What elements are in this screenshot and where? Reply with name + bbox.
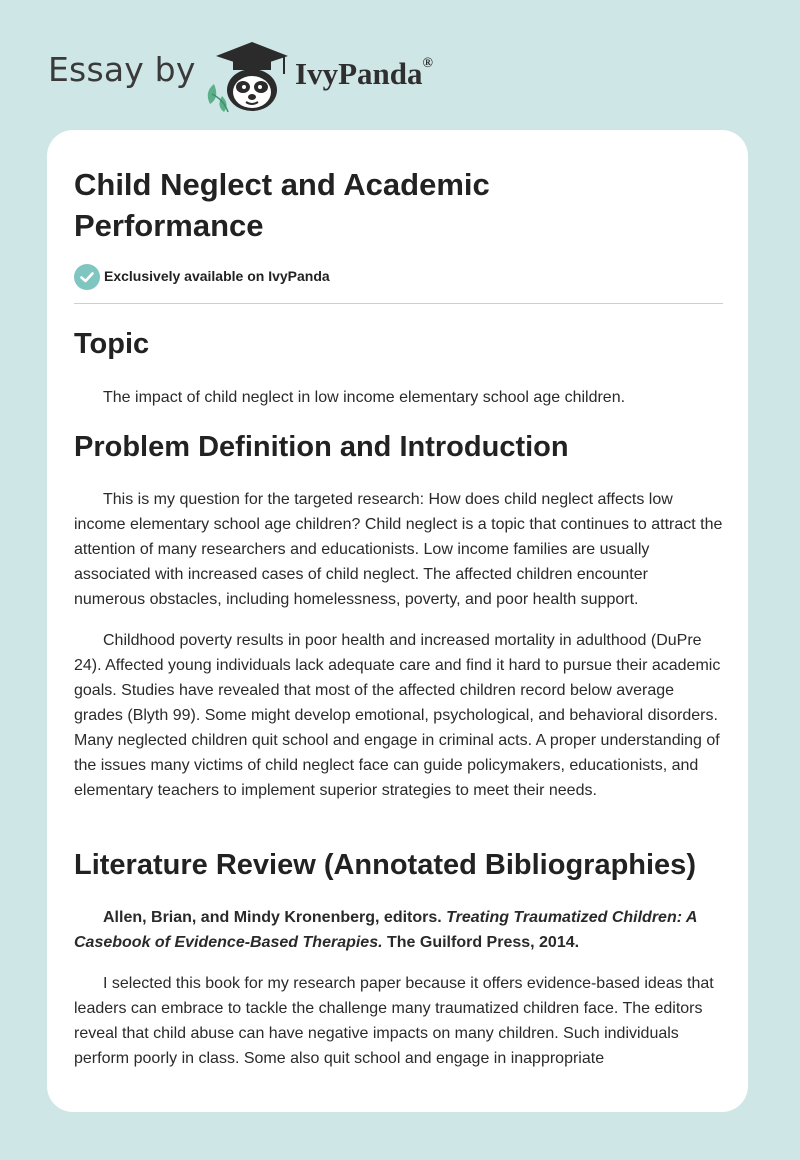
topic-paragraph: The impact of child neglect in low income elementary school age children. <box>103 389 626 406</box>
literature-heading: Literature Review (Annotated Bibliographies) <box>74 849 696 881</box>
citation-authors: Allen, Brian, and Mindy Kronenberg, editors. <box>103 909 442 926</box>
ivypanda-logo-icon[interactable] <box>200 34 292 114</box>
citation-allen <box>74 905 723 955</box>
site-header <box>48 34 748 114</box>
check-circle-icon <box>74 264 100 290</box>
brand-name[interactable] <box>295 56 433 92</box>
topic-heading: Topic <box>74 328 150 360</box>
registered-mark: ® <box>422 55 433 71</box>
citation-title: Treating Traumatized Children: A Casebook of Evidence-Based Therapies. <box>74 909 697 951</box>
essay-card <box>47 130 748 1112</box>
problem-heading: Problem Definition and Introduction <box>74 431 569 463</box>
essay-by-label: Essay by <box>48 50 196 89</box>
page-title: Child Neglect and Academic Performance <box>74 167 490 243</box>
exclusive-badge-text: Exclusively available on IvyPanda <box>104 268 330 284</box>
citation-publisher: The Guilford Press, 2014. <box>387 934 580 951</box>
problem-paragraph-2: Childhood poverty results in poor health and increased mortality in adulthood (DuPre 24). Affected young individuals lack adequate care and find it hard to pursue their academic goals. Studies have revealed that most of the affected children record below average grades (Blyth 99). Some might develop emotional, psychological, and behavioral disorders. Many neglected children quit school and engage in criminal acts. A proper understanding of the issues many victims of child neglect face can guide policymakers, educationists, and elementary teachers to implement superior strategies to meet their needs. <box>74 632 721 799</box>
title-divider <box>74 303 723 304</box>
literature-paragraph-1: I selected this book for my research paper because it offers evidence-based ideas that leaders can embrace to tackle the challenge many traumatized children face. The editors reveal that child abuse can have negative impacts on many children. Such individuals perform poorly in class. Some also quit school and engage in inappropriate <box>74 975 714 1067</box>
brand-text: IvyPanda <box>295 56 423 91</box>
problem-paragraph-1: This is my question for the targeted research: How does child neglect affects low income elementary school age children? Child neglect is a topic that continues to attract the attention of many researchers and educationists. Low income families are usually associated with increased cases of child neglect. The affected children encounter numerous obstacles, including homelessness, poverty, and poor health support. <box>74 491 723 608</box>
